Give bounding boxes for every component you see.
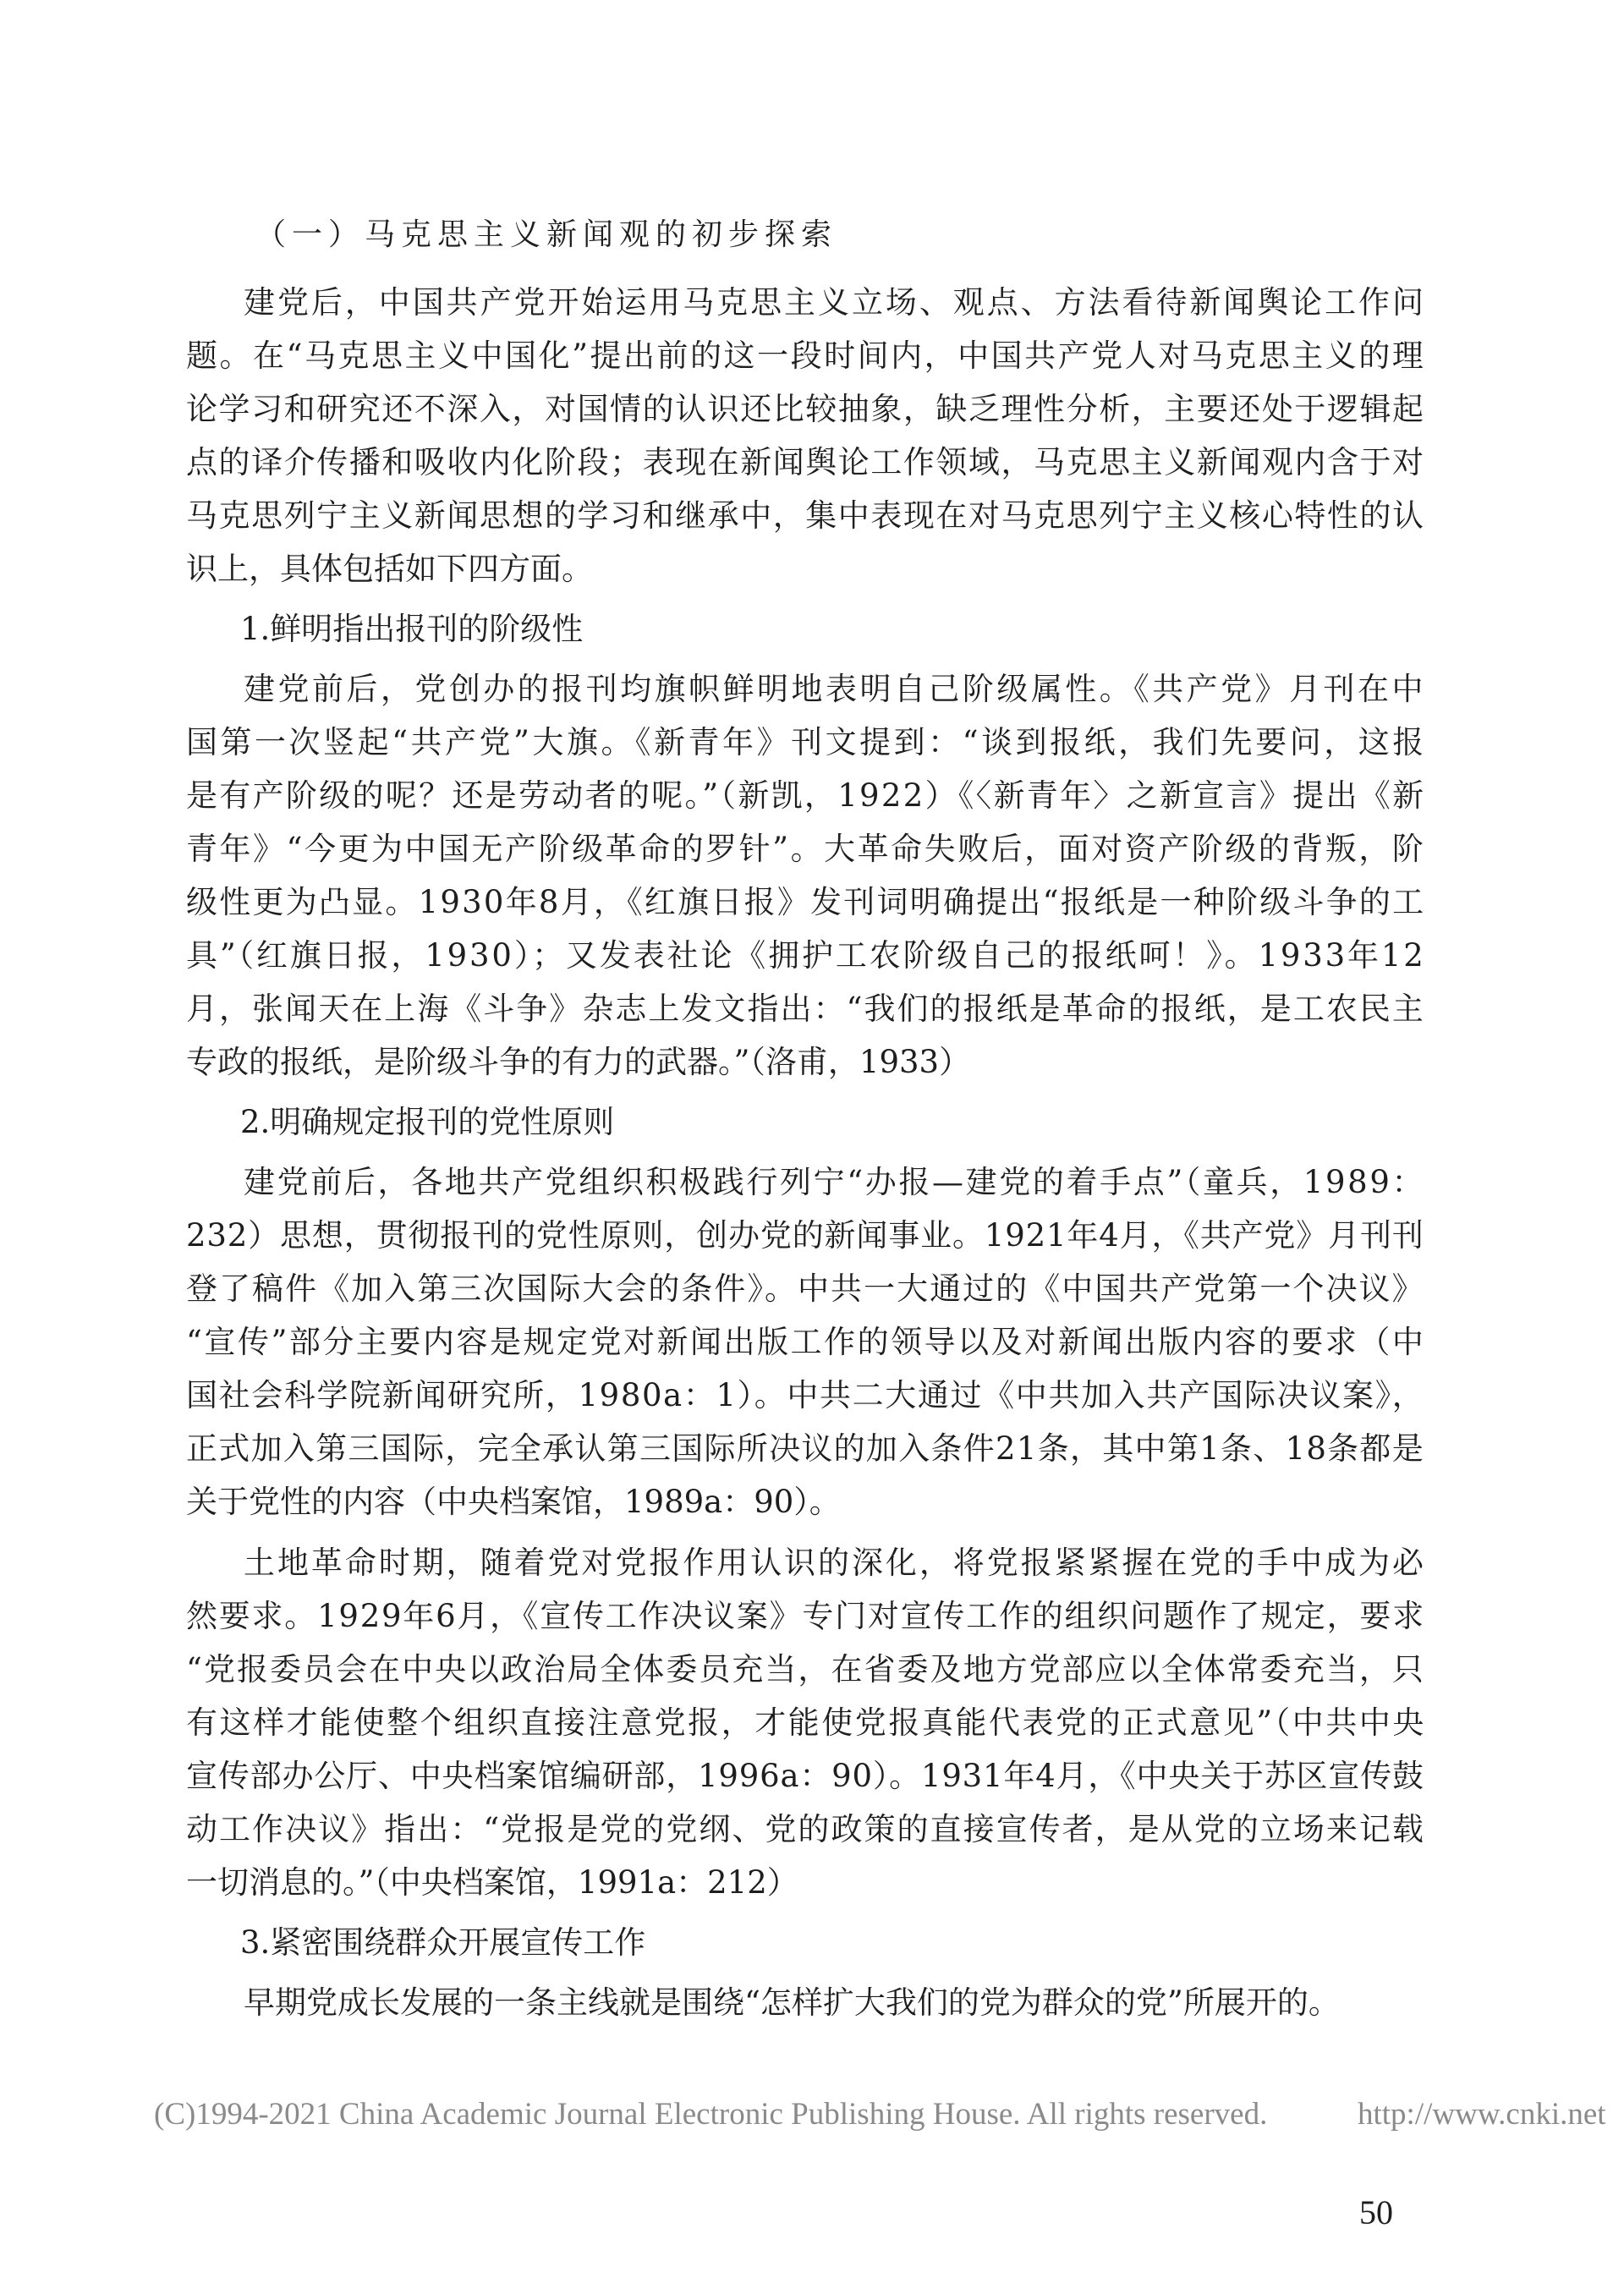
- text-line: “党报委员会在中央以政治局全体委员充当，在省委及地方党部应以全体常委充当，只: [186, 1651, 1425, 1688]
- text-line: 宣传部办公厅、中央档案馆编研部，1996a：90）。1931年4月，《中央关于苏区宣传鼓: [186, 1758, 1424, 1794]
- text-line: 一切消息的。”（中央档案馆，1991a：212）: [186, 1864, 798, 1901]
- text-line: “宣传”部分主要内容是规定党对新闻出版工作的领导以及对新闻出版内容的要求（中: [186, 1324, 1426, 1360]
- text-line: 动工作决议》指出：“党报是党的党纲、党的政策的直接宣传者，是从党的立场来记载: [186, 1811, 1425, 1847]
- text-line: 正式加入第三国际，完全承认第三国际所决议的加入条件21条，其中第1条、18条都是: [186, 1430, 1424, 1467]
- text-line: 论学习和研究还不深入，对国情的认识还比较抽象，缺乏理性分析，主要还处于逻辑起: [186, 391, 1425, 427]
- text-line: 是有产阶级的呢？还是劳动者的呢。”（新凯，1922）《〈新青年〉之新宣言》提出《新: [186, 777, 1426, 814]
- text-line: 有这样才能使整个组织直接注意党报，才能使党报真能代表党的正式意见”（中共中央: [186, 1704, 1426, 1741]
- text-line: 月，张闻天在上海《斗争》杂志上发文指出：“我们的报纸是革命的报纸，是工农民主: [186, 991, 1425, 1027]
- text-line: 点的译介传播和吸收内化阶段；表现在新闻舆论工作领域，马克思主义新闻观内含于对: [186, 444, 1425, 480]
- text-line: 232）思想，贯彻报刊的党性原则，创办党的新闻事业。1921年4月，《共产党》月刊刊: [186, 1217, 1424, 1254]
- text-line: 建党前后，党创办的报刊均旗帜鲜明地表明自己阶级属性。《共产党》月刊在中: [244, 671, 1426, 707]
- text-line: 青年》“今更为中国无产阶级革命的罗针”。大革命失败后，面对资产阶级的背叛，阶: [186, 831, 1426, 867]
- text-line: 国社会科学院新闻研究所，1980a：1）。中共二大通过《中共加入共产国际决议案》，: [186, 1377, 1425, 1413]
- text-line: 2.明确规定报刊的党性原则: [240, 1104, 615, 1140]
- text-line: 马克思列宁主义新闻思想的学习和继承中，集中表现在对马克思列宁主义核心特性的认: [186, 497, 1425, 534]
- text-line: 建党后，中国共产党开始运用马克思主义立场、观点、方法看待新闻舆论工作问: [244, 284, 1426, 321]
- text-line: 登了稿件《加入第三次国际大会的条件》。中共一大通过的《中国共产党第一个决议》: [186, 1270, 1425, 1307]
- text-line: 关于党性的内容（中央档案馆，1989a：90）。: [186, 1484, 841, 1520]
- text-line: 3.紧密围绕群众开展宣传工作: [240, 1924, 646, 1961]
- footer-copyright: (C)1994-2021 China Academic Journal Electronic Publishing House. All rights reserved.: [154, 2097, 1268, 2132]
- text-line: 识上，具体包括如下四方面。: [186, 551, 593, 587]
- text-line: 题。在“马克思主义中国化”提出前的这一段时间内，中国共产党人对马克思主义的理: [186, 338, 1426, 374]
- text-line: 然要求。1929年6月，《宣传工作决议案》专门对宣传工作的组织问题作了规定，要求: [186, 1598, 1425, 1634]
- text-line: 具”（红旗日报，1930）；又发表社论《拥护工农阶级自己的报纸呵！》。1933年12: [186, 937, 1426, 974]
- text-line: 1.鲜明指出报刊的阶级性: [240, 611, 584, 647]
- footer-url: http://www.cnki.net: [1358, 2097, 1606, 2132]
- text-line: 国第一次竖起“共产党”大旗。《新青年》刊文提到：“谈到报纸，我们先要问，这报: [186, 724, 1427, 760]
- text-line: 专政的报纸，是阶级斗争的有力的武器。”（洛甫，1933）: [186, 1044, 971, 1080]
- page-number: 50: [1359, 2193, 1393, 2231]
- section-heading: （一）马克思主义新闻观的初步探索: [255, 217, 838, 252]
- text-line: 早期党成长发展的一条主线就是围绕“怎样扩大我们的党为群众的党”所展开的。: [244, 1984, 1340, 2021]
- text-line: 土地革命时期，随着党对党报作用认识的深化，将党报紧紧握在党的手中成为必: [244, 1545, 1426, 1581]
- text-line: 级性更为凸显。1930年8月，《红旗日报》发刊词明确提出“报纸是一种阶级斗争的工: [186, 884, 1426, 920]
- text-line: 建党前后，各地共产党组织积极践行列宁“办报—建党的着手点”（童兵，1989：: [244, 1164, 1426, 1200]
